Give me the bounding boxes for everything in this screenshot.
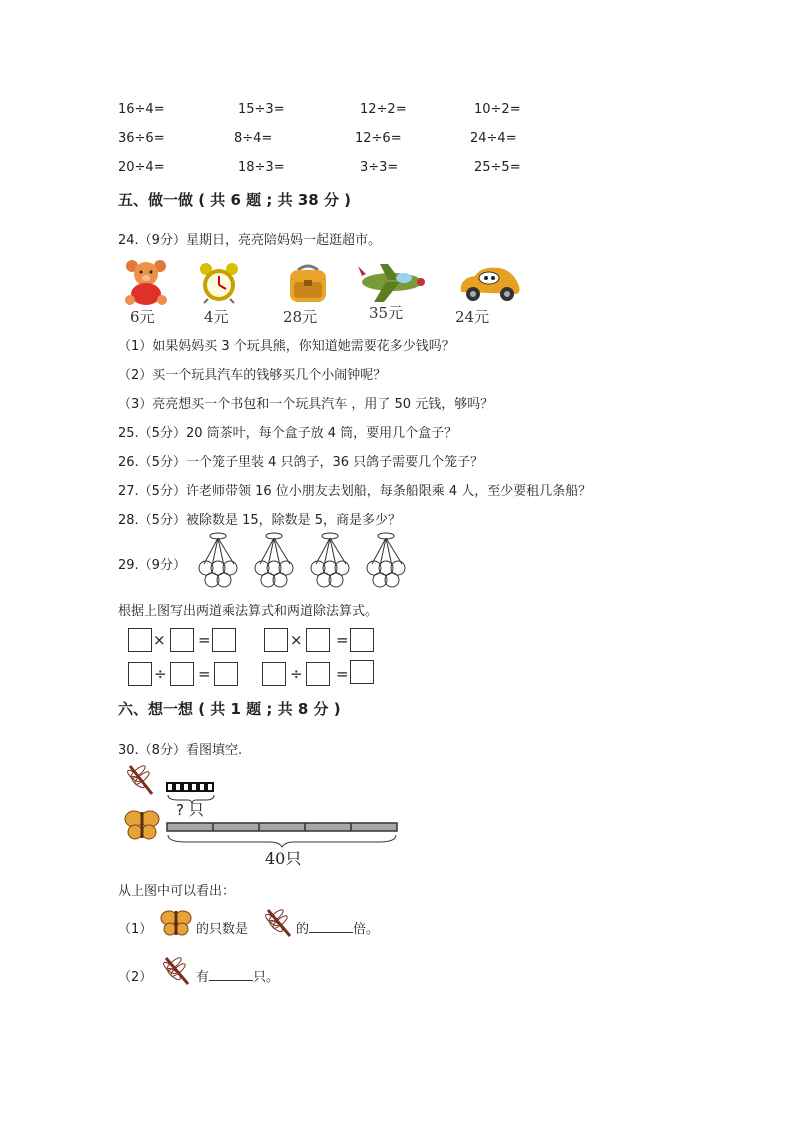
dragonfly-icon — [262, 906, 294, 940]
question-24-sub1: （1）如果妈妈买 3 个玩具熊，你知道她需要花多少钱吗？ — [118, 339, 455, 354]
answer-box[interactable] — [128, 628, 152, 652]
answer-box[interactable] — [170, 662, 194, 686]
calc-item: 8÷4= — [234, 131, 273, 146]
price-label: 4元 — [204, 308, 229, 326]
answer-box[interactable] — [350, 628, 374, 652]
question-27: 27.（5分）许老师带领 16 位小朋友去划船，每条船限乘 4 人，至少要租几条船？ — [118, 484, 592, 499]
teddy-bear-icon — [120, 258, 172, 306]
question-25: 25.（5分）20 筒茶叶，每个盒子放 4 筒，要用几个盒子？ — [118, 426, 458, 441]
calc-item: 36÷6= — [118, 131, 165, 146]
answer-box[interactable] — [262, 662, 286, 686]
multiply-sign: × — [290, 631, 303, 649]
price-label: 28元 — [283, 308, 318, 326]
calc-item: 12÷2= — [360, 102, 407, 117]
school-bag-icon — [284, 262, 332, 304]
calc-item: 12÷6= — [355, 131, 402, 146]
alarm-clock-icon — [196, 262, 242, 304]
price-label: 24元 — [455, 308, 490, 326]
equals-sign: = — [198, 631, 211, 649]
section-title: 六、想一想 ( 共 1 题 ; 共 8 分 ) — [118, 700, 341, 718]
dragonfly-icon — [160, 954, 192, 988]
question-30-sub1-end — [296, 918, 379, 937]
toy-car-icon — [455, 262, 525, 304]
observe-text: 从上图中可以看出： — [118, 884, 236, 899]
calc-item: 16÷4= — [118, 102, 165, 117]
question-26: 26.（5分）一个笼子里装 4 只鸽子，36 只鸽子需要几个笼子？ — [118, 455, 484, 470]
price-label: 35元 — [369, 304, 404, 322]
question-28: 28.（5分）被除数是 15，除数是 5，商是多少？ — [118, 513, 402, 528]
calc-item: 20÷4= — [118, 160, 165, 175]
question-30-sub2-prefix: （2） — [118, 970, 153, 985]
of-label: 的 — [296, 922, 310, 937]
cherry-bunches-picture — [190, 530, 422, 590]
question-30-sub1-mid: 的只数是 — [196, 922, 249, 937]
answer-box[interactable] — [306, 662, 330, 686]
answer-box[interactable] — [306, 628, 330, 652]
answer-box[interactable] — [170, 628, 194, 652]
calc-item: 18÷3= — [238, 160, 285, 175]
butterfly-icon — [124, 808, 160, 842]
question-24: 24.（9分）星期日，亮亮陪妈妈一起逛超市。 — [118, 233, 381, 248]
question-24-sub2: （2）买一个玩具汽车的钱够买几个小闹钟呢？ — [118, 368, 387, 383]
multiply-sign: × — [153, 631, 166, 649]
question-30-sub2-end — [196, 966, 279, 985]
equals-sign: = — [336, 665, 349, 683]
question-29-label: 29.（9分） — [118, 558, 186, 573]
section-title: 五、做一做 ( 共 6 题 ; 共 38 分 ) — [118, 191, 352, 209]
calc-item: 25÷5= — [474, 160, 521, 175]
question-30-sub1-prefix: （1） — [118, 922, 153, 937]
price-label: 6元 — [130, 308, 155, 326]
question-24-sub3: （3）亮亮想买一个书包和一个玩具汽车 ，用了 50 元钱，够吗？ — [118, 397, 494, 412]
unit-label: 只。 — [253, 970, 280, 985]
answer-box[interactable] — [212, 628, 236, 652]
toy-airplane-icon — [356, 262, 428, 304]
dragonfly-icon — [124, 762, 156, 798]
equals-sign: = — [198, 665, 211, 683]
answer-box[interactable] — [350, 660, 374, 684]
answer-blank[interactable] — [309, 920, 353, 933]
total-count-label: 40只 — [265, 849, 302, 868]
divide-sign: ÷ — [290, 665, 303, 683]
unknown-count-label: ? 只 — [176, 801, 204, 819]
answer-box[interactable] — [214, 662, 238, 686]
calc-item: 10÷2= — [474, 102, 521, 117]
butterfly-icon — [160, 908, 192, 938]
butterfly-bar — [166, 820, 400, 834]
calc-item: 24÷4= — [470, 131, 517, 146]
answer-box[interactable] — [264, 628, 288, 652]
times-label: 倍。 — [353, 922, 380, 937]
answer-box[interactable] — [128, 662, 152, 686]
question-29-instruction: 根据上图写出两道乘法算式和两道除法算式。 — [118, 604, 379, 619]
calc-item: 15÷3= — [238, 102, 285, 117]
answer-blank[interactable] — [209, 968, 253, 981]
equals-sign: = — [336, 631, 349, 649]
question-30: 30.（8分）看图填空. — [118, 743, 243, 758]
have-label: 有 — [196, 970, 210, 985]
divide-sign: ÷ — [154, 665, 167, 683]
calc-item: 3÷3= — [360, 160, 399, 175]
